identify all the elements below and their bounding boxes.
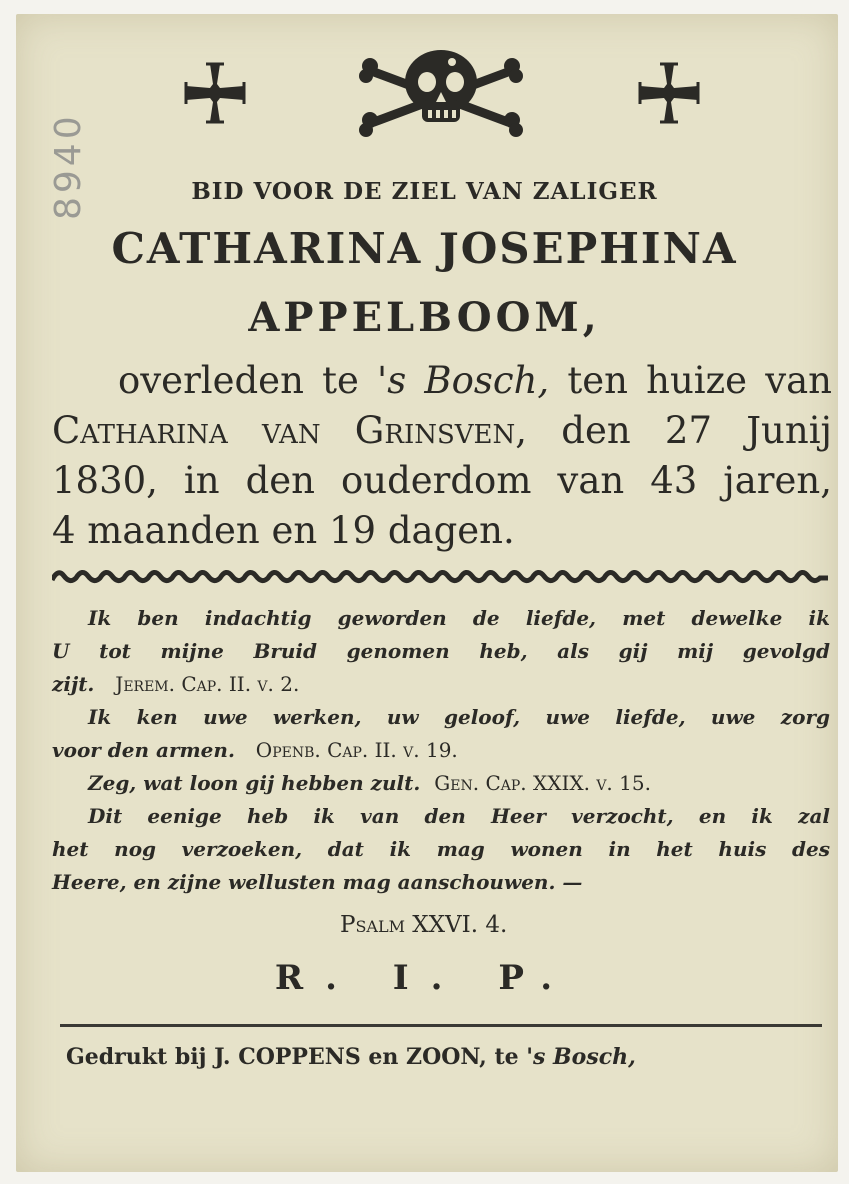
- verse1-reference: Jerem. Cap. II. v. 2.: [115, 672, 300, 696]
- deceased-name-line1: CATHARINA JOSEPHINA: [111, 224, 738, 273]
- verse4-line2: het nog verzoeken, dat ik mag wonen in het huis des: [52, 837, 830, 861]
- death-notice: [52, 356, 832, 556]
- intro-line: BID VOOR DE ZIEL VAN ZALIGER: [191, 178, 658, 205]
- verse1-line3: [52, 668, 830, 701]
- verse4-line1: Dit eenige heb ik van den Heer verzocht, en ik zal: [88, 804, 830, 828]
- death-line4: 4 maanden en 19 dagen.: [52, 509, 515, 552]
- rip-text: R. I. P.: [274, 958, 575, 998]
- verse3-text: Zeg, wat loon gij hebben zult.: [88, 771, 421, 795]
- wave-divider: [52, 566, 828, 588]
- death-line1: [52, 356, 832, 406]
- death-line3: 1830, in den ouderdom van 43 jaren,: [52, 459, 832, 502]
- verse2-line2: [52, 734, 830, 767]
- scripture-verses: [52, 602, 830, 899]
- printer-name: Gedrukt bij J. COPPENS en ZOON, te: [66, 1044, 527, 1070]
- verse1-line2: U tot mijne Bruid genomen heb, als gij mij gevolgd: [52, 639, 830, 663]
- verse1-line1: Ik ben indachtig geworden de liefde, met dewelke ik: [88, 606, 830, 630]
- death-place: 's Bosch,: [377, 359, 550, 402]
- verse4-line3: Heere, en zijne wellusten mag aanschouwen. —: [52, 870, 583, 894]
- verse3-reference: Gen. Cap. XXIX. v. 15.: [434, 771, 651, 795]
- death-line2: [52, 406, 832, 456]
- verse2-end: voor den armen.: [52, 738, 235, 762]
- printer-credit: [66, 1044, 826, 1070]
- footer-rule: [60, 1024, 822, 1027]
- verse1-end: zijt.: [52, 672, 95, 696]
- skull-crossbones-icon: [356, 44, 526, 140]
- death-date: den 27 Junij: [527, 409, 832, 452]
- death-line1-end: ten huize van: [549, 359, 832, 402]
- verse3-line1: [52, 767, 830, 800]
- handwritten-annotation: 8940: [48, 112, 89, 220]
- death-line1-text: overleden te: [118, 359, 378, 402]
- psalm-reference: Psalm XXVI. 4.: [340, 912, 508, 938]
- verse2-reference: Openb. Cap. II. v. 19.: [255, 738, 458, 762]
- house-owner-name: Catharina van Grinsven,: [52, 409, 528, 452]
- cross-right-icon: [636, 60, 702, 126]
- cross-left-icon: [182, 60, 248, 126]
- printer-place: 's Bosch,: [526, 1044, 636, 1070]
- deceased-name-line2: APPELBOOM,: [248, 294, 601, 341]
- verse2-line1: Ik ken uwe werken, uw geloof, uwe liefde, uwe zorg: [88, 705, 830, 729]
